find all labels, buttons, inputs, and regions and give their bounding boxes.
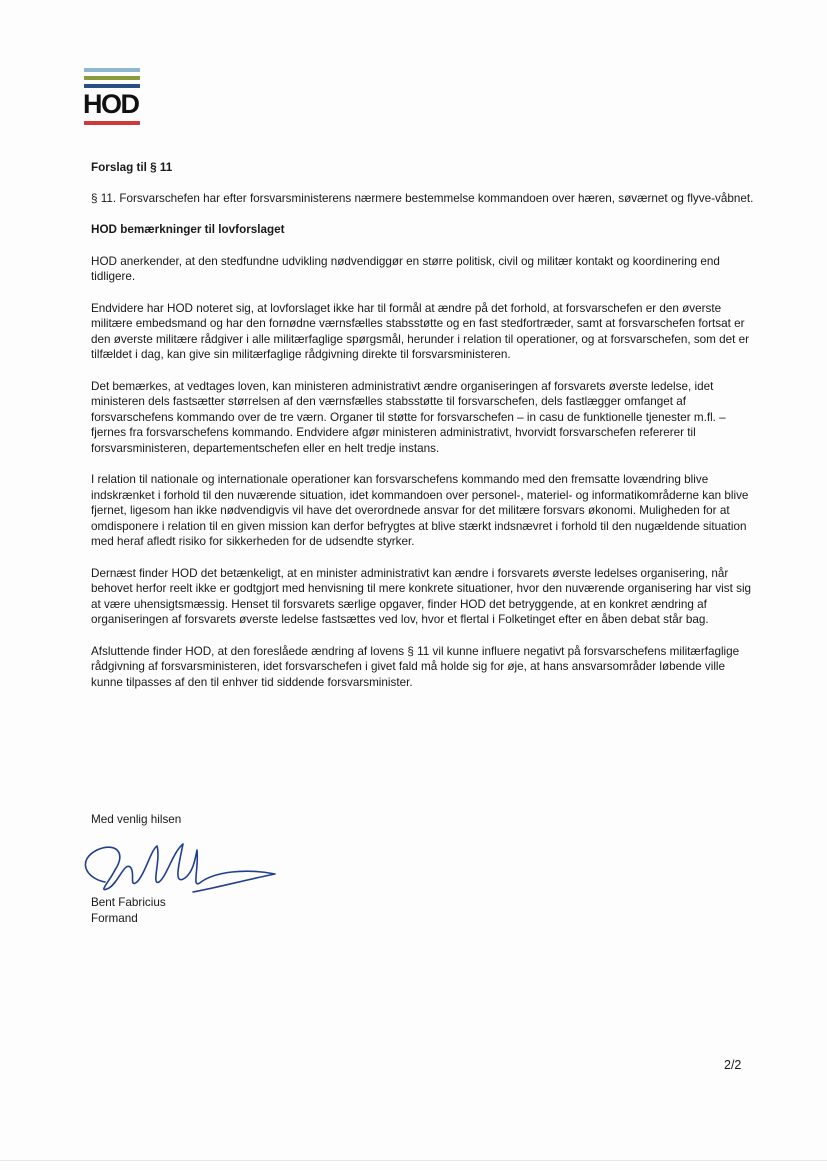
paragraph: Det bemærkes, at vedtages loven, kan ministeren administrativt ændre organiseringen af forsvarets øverste ledelse, idet ministeren dels fastsætter størrelsen af den værnsfælles stabsstøtte til forsvarschefen, dels fastlægger omfanget af forsvarschefens kommando over de tre værn. Organer til støtte for forsvarschefen – in casu de funktionelle tjenester m.fl. – fjernes fra forsvarschefens kommando. Endvidere afgør ministeren administrativt, hvorvidt forsvarschefen refererer til forsvarsministeren, departementschefen eller en helt tredje instans. xyxy=(91,379,726,455)
closing-greeting: Med venlig hilsen xyxy=(91,813,182,826)
page-edge-divider xyxy=(0,1160,827,1161)
logo-stripe-light-blue xyxy=(84,68,140,72)
paragraph: Dernæst finder HOD det betænkeligt, at en minister administrativt kan ændre i forsvarets øverste ledelses organisering, når behovet herfor reelt ikke er godtgjort med henvisning til mere konkrete situationer, hvor den nuværende organisering har vist sig at være uhensigtsmæssig. Henset til forsvarets særlige opgaver, finder HOD det betryggende, at en konkret ændring af organiseringen af forsvarets øverste ledelse fastsættes ved lov, hvor et flertal i Folketinget efter en åben debat står bag. xyxy=(91,566,752,626)
page-number: 2/2 xyxy=(724,1058,742,1072)
paragraph: HOD anerkender, at den stedfundne udvikling nødvendiggør en større politisk, civil og militær kontakt og koordinering end tidligere. xyxy=(91,254,720,283)
document-heading: Forslag til § 11 xyxy=(91,161,173,174)
logo-wordmark: HOD xyxy=(83,89,139,119)
paragraph-law-text: § 11. Forsvarschefen har efter forsvarsministerens nærmere bestemmelse kommandoen over hæren, søværnet og flyve-våbnet. xyxy=(91,191,754,205)
letter-body xyxy=(91,160,756,706)
paragraph: Afsluttende finder HOD, at den foreslåede ændring af lovens § 11 vil kunne influere negativt på forsvarschefens militærfaglige rådgivning af forsvarsministeren, idet forsvarschefen i givet fald må holde sig for øje, at hans ansvarsområder løbende ville kunne tilpasses af den til enhver tid siddende forsvarsminister. xyxy=(91,644,740,689)
signer-name: Bent Fabricius xyxy=(91,896,166,909)
paragraph: I relation til nationale og internationale operationer kan forsvarschefens kommando med den fremsatte lovændring blive indskrænket i forhold til den nuværende situation, idet kommandoen over personel-, materiel- og informatikområderne kan blive fjernet, ligesom han ikke nødvendigvis vil have det overordnede ansvar for det militære forsvars økonomi. Muligheden for at omdisponere i relation til en given mission kan derfor befrygtes at blive stærkt indsnævret i forhold til den nugældende situation med heraf afledt risiko for sikkerheden for de udsendte styrker. xyxy=(91,473,749,548)
signer-title: Formand xyxy=(91,912,138,925)
hod-logo xyxy=(84,68,140,128)
logo-stripe-navy xyxy=(84,84,140,88)
paragraph: Endvidere har HOD noteret sig, at lovforslaget ikke har til formål at ændre på det forhold, at forsvarschefen er den øverste militære embedsmand og har den fornødne værnsfælles stabsstøtte og en fast stedfortræder, samt at forsvarschefen fortsat er den øverste militære rådgiver i alle militærfaglige spørgsmål, herunder i relation til operationer, og at forsvarschefen, som det er tilfældet i dag, kan give sin militærfaglige rådgivning direkte til forsvarsministeren. xyxy=(91,301,750,361)
section-heading: HOD bemærkninger til lovforslaget xyxy=(91,223,285,236)
signer-block xyxy=(91,895,166,927)
logo-stripe-olive xyxy=(84,76,140,80)
logo-stripe-red xyxy=(84,121,140,125)
